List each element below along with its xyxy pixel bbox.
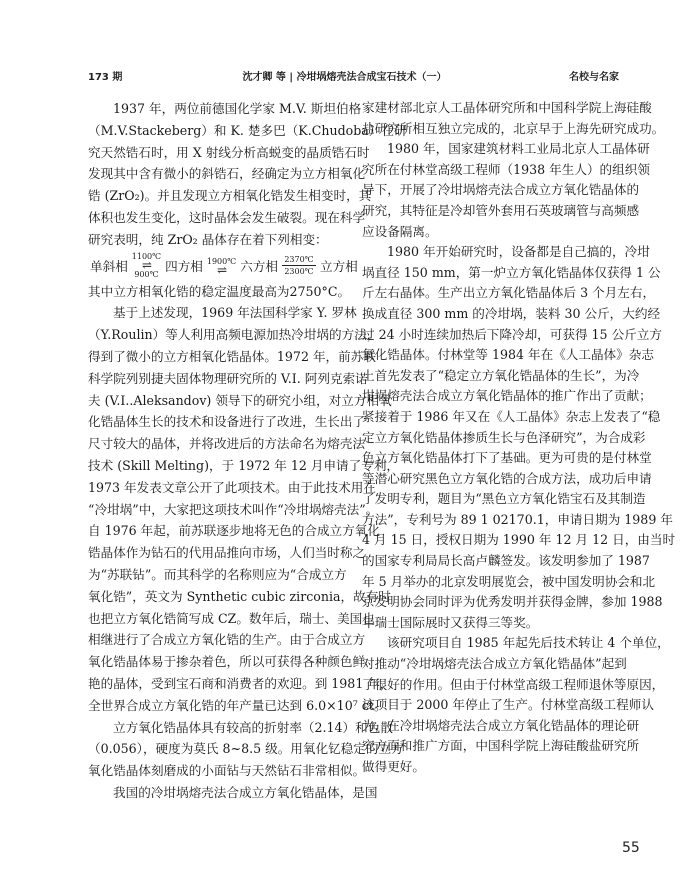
- text-line: 研究，其特征是冷却管外套用石英玻璃管与高频感: [362, 202, 640, 218]
- text-line: 锆 (ZrO₂)。并且发现立方相氧化锆发生相变时，其: [88, 188, 372, 204]
- transition-forward-temp: 1900℃: [206, 256, 237, 266]
- equilibrium-arrow-icon: ⇌: [141, 258, 151, 273]
- text-line: 对推动“冷坩埚熔壳法合成立方氧化锆晶体”起到: [362, 656, 627, 672]
- text-line: 立方氧化锆晶体具有较高的折射率（2.14）和色散: [113, 719, 393, 735]
- text-line: 得到了微小的立方相氧化锆晶体。1972 年，前苏联: [88, 348, 376, 364]
- text-line: 1937 年，两位前德国化学家 M.V. 斯坦伯格: [113, 101, 362, 116]
- text-line: 相继进行了合成立方氧化锆的生产。由于合成立方: [88, 632, 366, 648]
- text-line: 也把立方氧化锆简写成 CZ。数年后，瑞士、美国也: [88, 610, 375, 626]
- text-line: 全世界合成立方氧化锆的年产量已达到 6.0×10⁷ ct。: [88, 697, 387, 713]
- text-line: 过 24 小时连续加热后下降冷却，可获得 15 公斤立方: [362, 326, 662, 342]
- text-line: 导下，开展了冷坩埚熔壳法合成立方氧化锆晶体的: [362, 182, 640, 198]
- text-line: 了发明专利，题目为“黑色立方氧化锆宝石及其制造: [362, 491, 646, 507]
- phase-cubic: 立方相: [319, 259, 358, 275]
- text-line: 基于上述发现，1969 年法国科学家 Y. 罗林: [113, 305, 357, 321]
- paragraph: [362, 139, 650, 242]
- text-line: 4 月 15 日，授权日期为 1990 年 12 月 12 日，由当时: [362, 532, 676, 548]
- page-number: 55: [622, 840, 640, 856]
- text-line: 其中立方相氧化锆的稳定温度最高为2750°C。: [88, 283, 351, 299]
- running-title: 沈才卿 等 | 冷坩埚熔壳法合成宝石技术（一）: [242, 72, 447, 83]
- text-line: 究所在付林堂高级工程师（1938 年生人）的组织领: [362, 161, 650, 177]
- text-line: （Y.Roulin）等人利用高频电源加热冷坩埚的方法，: [88, 327, 380, 343]
- text-line: 盐研究所相互独立完成的，北京早于上海先研究成功。: [362, 120, 665, 136]
- transition-arrow-1: [132, 252, 161, 279]
- text-line: 自 1976 年起，前苏联逐步地将无色的合成立方氧化: [88, 523, 380, 539]
- paragraph: [88, 281, 351, 303]
- section-name: 名校与名家: [569, 72, 619, 83]
- text-line: 上首先发表了“稳定立方氧化锆晶体的生长”，为冷: [362, 367, 640, 383]
- text-line: 为“苏联钻”。而其科学的名称则应为“合成立方: [88, 566, 347, 582]
- phase-monoclinic: 单斜相: [90, 259, 128, 275]
- text-line: （M.V.Stackeberg）和 K. 楚多巴（K.Chudoba）在研: [88, 122, 407, 138]
- text-line: 京发明协会同时评为优秀发明并获得金牌，参加 1988: [362, 594, 663, 610]
- paragraph: [362, 98, 665, 139]
- text-line: 我国的冷坩埚熔壳法合成立方氧化锆晶体，是国: [113, 784, 378, 800]
- text-line: 坩埚熔壳法合成立方氧化锆晶体的推广作出了贡献；: [362, 388, 652, 404]
- text-line: 化锆晶体生长的技术和设备进行了改进，生长出了: [88, 414, 366, 430]
- text-line: 埚直径 150 mm，第一炉立方氧化锆晶体仅获得 1 公: [362, 264, 661, 280]
- text-line: 发现其中含有微小的斜锆石，经确定为立方相氧化: [88, 166, 366, 182]
- text-line: 应设备隔离。: [362, 223, 438, 239]
- right-paragraphs: [362, 98, 676, 778]
- text-line: 锆晶体作为钻石的代用品推向市场，人们当时称之: [88, 545, 366, 561]
- text-line: 1980 年，国家建筑材料工业局北京人工晶体研: [387, 141, 650, 157]
- text-line: 等潜心研究黑色立方氧化锆的合成方法，成功后申请: [362, 470, 652, 486]
- text-line: 的国家专利局局长高卢麟签发。该发明参加了 1987: [362, 553, 650, 569]
- text-line: 尺寸较大的晶体，并将改进后的方法命名为熔壳法: [88, 436, 366, 452]
- text-line: 年 5 月举办的北京发明展览会，被中国发明协会和北: [362, 573, 656, 589]
- text-line: 1980 年开始研究时，设备都是自己搞的，冷坩: [387, 244, 650, 260]
- equilibrium-arrow-icon: ⇌: [217, 262, 227, 277]
- text-line: 为，在冷坩埚熔壳法合成立方氧化锆晶体的理论研: [362, 717, 640, 733]
- right-column: [362, 98, 676, 778]
- phase-transition-equation: [88, 251, 358, 281]
- transition-forward-temp: 1100℃: [131, 252, 162, 262]
- phase-hexagonal: 六方相: [240, 259, 278, 275]
- transition-forward-temp: 2370℃: [284, 255, 314, 265]
- text-line: （0.056），硬度为莫氏 8~8.5 级。用氧化钇稳定的立方: [88, 741, 404, 757]
- text-line: 方法”，专利号为 89 1 02170.1，申请日期为 1989 年: [362, 511, 673, 527]
- text-line: 年瑞士国际展时又获得三等奖。: [362, 614, 539, 630]
- transition-reverse-temp: 900℃: [134, 270, 159, 280]
- text-line: 定立方氧化锆晶体掺质生长与色泽研究”，为合成彩: [362, 429, 646, 445]
- issue-number: 173 期: [88, 72, 123, 83]
- text-line: 夫 (V.I..Aleksandov) 领导下的研究小组，对立方相氧: [88, 392, 392, 408]
- transition-arrow-2: [207, 257, 236, 275]
- text-line: 做得更好。: [362, 759, 425, 774]
- text-line: 研究表明，纯 ZrO₂ 晶体存在着下列相变：: [88, 231, 328, 247]
- text-line: 氧化锆晶体刻磨成的小面钻与天然钻石非常相似。: [88, 763, 366, 779]
- text-line: “冷坩埚”中，大家把这项技术叫作“冷坩埚熔壳法”。: [88, 501, 379, 517]
- fraction-bar: [282, 265, 316, 266]
- text-line: 换成直径 300 mm 的冷坩埚，装料 30 公斤，大约经: [362, 305, 661, 321]
- paragraph: [88, 302, 400, 716]
- text-line: 体积也发生变化，这时晶体会发生破裂。现在科学: [88, 209, 366, 225]
- text-line: 氧化锆晶体。付林堂等 1984 年在《人工晶体》杂志: [362, 347, 654, 363]
- text-line: 技术 (Skill Melting)，于 1972 年 12 月申请了专利，: [88, 457, 400, 473]
- transition-reverse-temp: 2300℃: [284, 267, 314, 277]
- text-line: 该项目于 2000 年停止了生产。付林堂高级工程师认: [362, 697, 654, 713]
- text-line: 该研究项目自 1985 年起先后技术转让 4 个单位，: [387, 635, 670, 651]
- text-line: 1973 年发表文章公开了此项技术。由于此技术用在: [88, 479, 376, 495]
- text-line: 艳的晶体，受到宝石商和消费者的欢迎。到 1981 年，: [88, 675, 393, 691]
- text-line: 色立方氧化锆晶体打下了基础。更为可贵的是付林堂: [362, 450, 652, 466]
- text-line: 科学院列别捷夫固体物理研究所的 V.I. 阿列克索诺: [88, 370, 368, 386]
- paragraph: [88, 782, 378, 804]
- text-line: 了很好的作用。但由于付林堂高级工程师退休等原因，: [362, 676, 665, 692]
- text-line: 究方面和推广方面，中国科学院上海硅酸盐研究所: [362, 738, 640, 754]
- text-line: 紧接着于 1986 年又在《人工晶体》杂志上发表了“稳: [362, 408, 661, 424]
- transition-arrow-3: [282, 255, 316, 276]
- text-line: 斤左右晶体。生产出立方氧化锆晶体后 3 个月左右，: [362, 285, 656, 301]
- phase-tetragonal: 四方相: [165, 259, 203, 275]
- text-line: 氧化锆”，英文为 Synthetic cubic zirconia，故有时: [88, 588, 391, 604]
- text-line: 氧化锆晶体易于掺杂着色，所以可获得各种颜色鲜: [88, 654, 366, 670]
- paragraph: [362, 633, 670, 777]
- text-line: 家建材部北京人工晶体研究所和中国科学院上海硅酸: [362, 100, 652, 115]
- text-line: 究天然锆石时，用 X 射线分析高蜕变的晶质锆石时: [88, 144, 370, 160]
- paragraph: [362, 242, 676, 633]
